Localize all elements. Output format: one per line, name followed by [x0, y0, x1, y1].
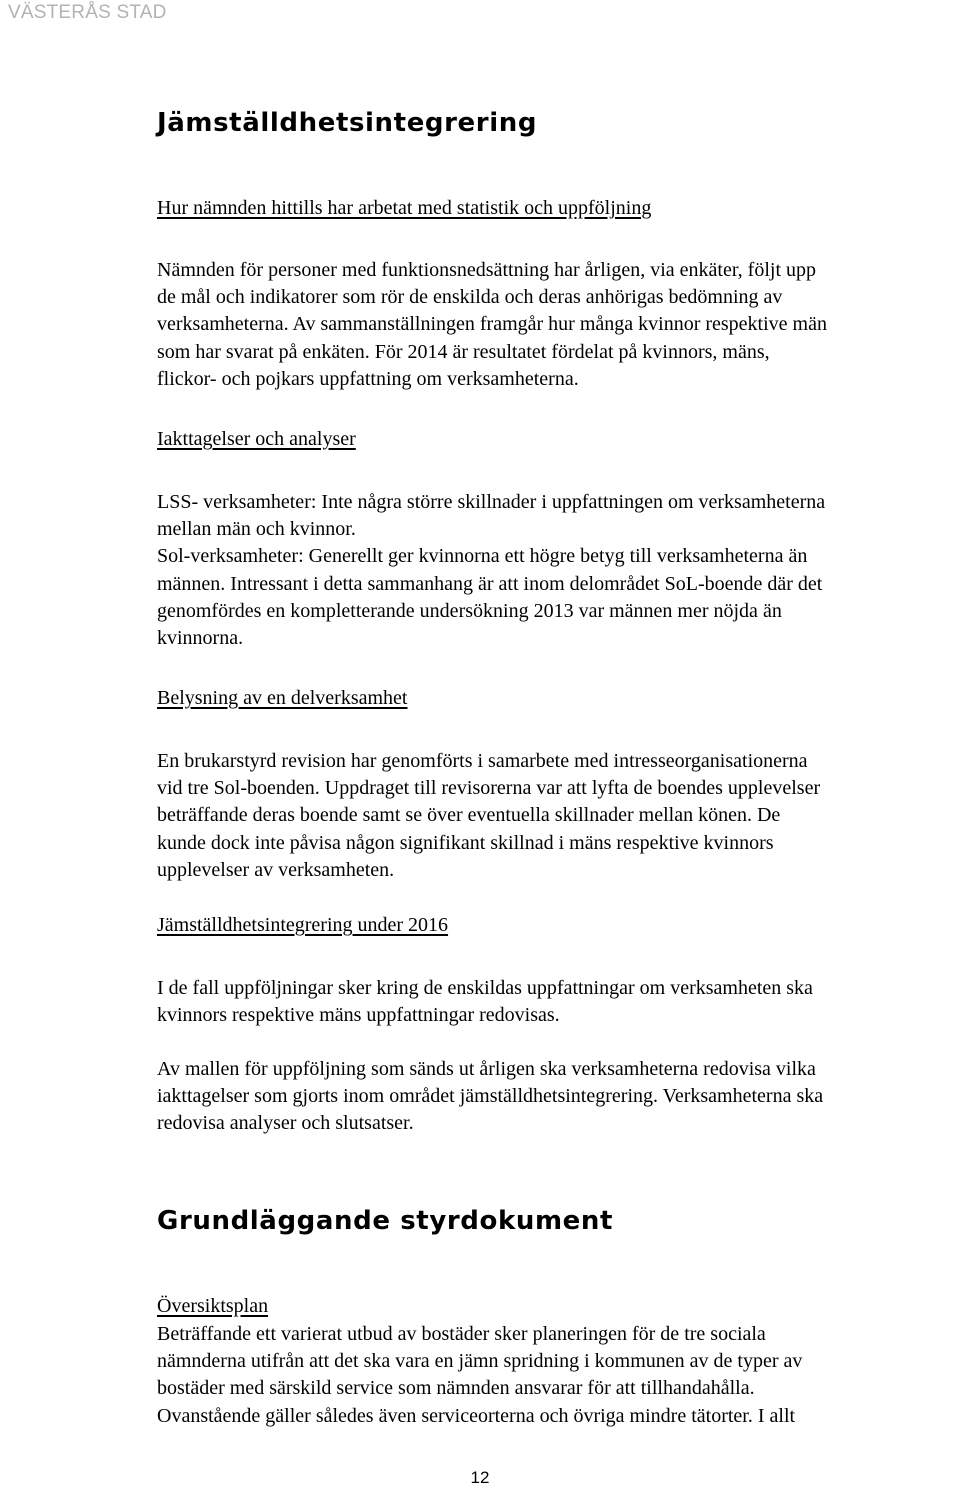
- text-line: mellan män och kvinnor.: [157, 518, 356, 541]
- text-line: iakttagelser som gjorts inom området jämställdhetsintegrering. Verksamheterna ska: [157, 1085, 824, 1108]
- text-line: redovisa analyser och slutsatser.: [157, 1112, 414, 1135]
- text-line: kvinnorna.: [157, 627, 244, 650]
- text-line: genomfördes en kompletterande undersökning 2013 var männen mer nöjda än: [157, 599, 782, 622]
- paragraph-iakttagelser: [157, 489, 825, 652]
- section-heading-styrdokument: Grundläggande styrdokument: [157, 1206, 614, 1236]
- header-organization: VÄSTERÅS STAD: [8, 2, 167, 23]
- text-line: LSS- verksamheter: Inte några större skillnader i uppfattningen om verksamheterna: [157, 491, 826, 513]
- page-number: 12: [470, 1468, 490, 1487]
- paragraph-statistik: [157, 257, 827, 393]
- text-line: Av mallen för uppföljning som sänds ut årligen ska verksamheterna redovisa vilka: [157, 1058, 816, 1080]
- text-line: kunde dock inte påvisa någon signifikant skillnad i mäns respektive kvinnors: [157, 831, 774, 854]
- text-line: vid tre Sol-boenden. Uppdraget till revisorerna var att lyfta de boendes upplevelser: [157, 777, 821, 800]
- subheading-statistik-uppfoljning: Hur nämnden hittills har arbetat med statistik och uppföljning: [157, 197, 652, 219]
- text-line: verksamheterna. Av sammanställningen framgår hur många kvinnor respektive män: [157, 313, 827, 336]
- text-line: upplevelser av verksamheten.: [157, 858, 395, 881]
- subheading-belysning: Belysning av en delverksamhet: [157, 687, 408, 709]
- subheading-iakttagelser: Iakttagelser och analyser: [157, 428, 356, 450]
- text-line: Sol-verksamheter: Generellt ger kvinnorna ett högre betyg till verksamheterna än: [157, 545, 808, 568]
- section-heading-jamstalldhetsintegrering: Jämställdhetsintegrering: [157, 108, 538, 138]
- paragraph-oversiktsplan: [157, 1321, 802, 1430]
- text-line: bostäder med särskild service som nämnden ansvarar för att tillhandahålla.: [157, 1377, 755, 1400]
- paragraph-2016-a: [157, 975, 813, 1029]
- paragraph-2016-b: [157, 1056, 823, 1138]
- subheading-oversiktsplan: Översiktsplan: [157, 1295, 269, 1317]
- text-line: En brukarstyrd revision har genomförts i samarbete med intresseorganisationerna: [157, 750, 808, 772]
- text-line: de mål och indikatorer som rör de enskilda och deras anhörigas bedömning av: [157, 286, 783, 309]
- text-line: beträffande deras boende samt se över eventuella skillnader mellan könen. De: [157, 804, 781, 827]
- text-line: männen. Intressant i detta sammanhang är att inom delområdet SoL-boende där det: [157, 572, 823, 595]
- text-line: Nämnden för personer med funktionsnedsättning har årligen, via enkäter, följt upp: [157, 259, 817, 281]
- text-line: I de fall uppföljningar sker kring de enskildas uppfattningar om verksamheten ska: [157, 977, 813, 999]
- subheading-under-2016: Jämställdhetsintegrering under 2016: [157, 914, 449, 936]
- text-line: som har svarat på enkäten. För 2014 är resultatet fördelat på kvinnors, mäns,: [157, 340, 770, 363]
- paragraph-belysning: [157, 748, 820, 884]
- text-line: Ovanstående gäller således även serviceorterna och övriga mindre tätorter. I allt: [157, 1404, 796, 1427]
- text-line: nämnderna utifrån att det ska vara en jämn spridning i kommunen av de typer av: [157, 1350, 803, 1373]
- text-line: Beträffande ett varierat utbud av bostäder sker planeringen för de tre sociala: [157, 1323, 766, 1345]
- text-line: kvinnors respektive mäns uppfattningar redovisas.: [157, 1004, 560, 1027]
- text-line: flickor- och pojkars uppfattning om verksamheterna.: [157, 367, 579, 390]
